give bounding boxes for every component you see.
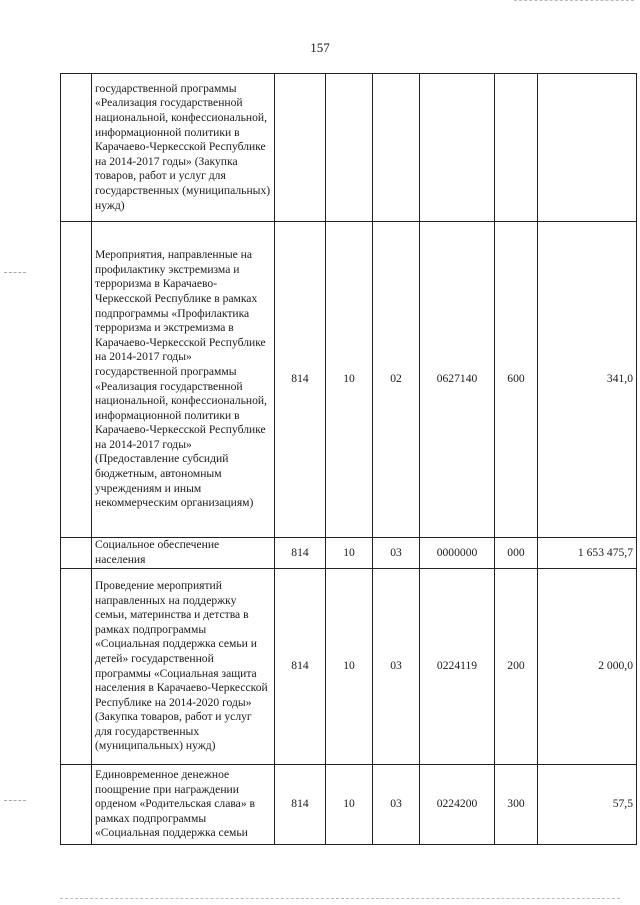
expense-type-code [495, 74, 538, 222]
empty-cell [61, 569, 92, 765]
table-row [61, 538, 637, 569]
scan-artifact-top [514, 0, 634, 1]
row-description: Мероприятия, направленные на профилактику экстремизма и терроризма в Карачаево-Черкесской Республике в рамках подпрограммы «Профилактика терроризма и экстремизма в Карачаево-Черкесской Республике на 2014-2017 годы» государственной программы «Реализация государственной национальной, конфессиональной, информационной политики в Карачаево-Черкесской Республике на 2014-2017 годы» (Предоставление субсидий бюджетным, автономным учреждениям и иным некоммерческим организациям) [92, 222, 275, 538]
scan-artifact-left [4, 800, 26, 801]
subsection-code: 03 [373, 538, 420, 569]
ved-code: 814 [275, 222, 326, 538]
ved-code [275, 74, 326, 222]
table-row [61, 74, 637, 222]
subsection-code [373, 74, 420, 222]
amount-value: 341,0 [538, 222, 637, 538]
section-code [326, 74, 373, 222]
target-article-code: 0627140 [420, 222, 495, 538]
amount-value: 1 653 475,7 [538, 538, 637, 569]
expense-type-code: 000 [495, 538, 538, 569]
subsection-code: 02 [373, 222, 420, 538]
section-code: 10 [326, 222, 373, 538]
table-row [61, 569, 637, 765]
target-article-code: 0000000 [420, 538, 495, 569]
budget-table [60, 73, 637, 845]
empty-cell [61, 765, 92, 845]
ved-code: 814 [275, 765, 326, 845]
section-code: 10 [326, 538, 373, 569]
scan-artifact-left [4, 272, 26, 273]
scan-artifact-bottom [60, 898, 620, 899]
target-article-code: 0224200 [420, 765, 495, 845]
expense-type-code: 600 [495, 222, 538, 538]
expense-type-code: 200 [495, 569, 538, 765]
subsection-code: 03 [373, 569, 420, 765]
empty-cell [61, 538, 92, 569]
empty-cell [61, 222, 92, 538]
expense-type-code: 300 [495, 765, 538, 845]
table-row [61, 222, 637, 538]
target-article-code: 0224119 [420, 569, 495, 765]
subsection-code: 03 [373, 765, 420, 845]
row-description: государственной программы «Реализация государственной национальной, конфессиональной, информационной политики в Карачаево-Черкесской Республике на 2014-2017 годы» (Закупка товаров, работ и услуг для государственных (муниципальных) нужд) [92, 74, 275, 222]
row-description: Единовременное денежное поощрение при награждении орденом «Родительская слава» в рамках подпрограммы «Социальная поддержка семьи [92, 765, 275, 845]
page-number: 157 [310, 40, 330, 55]
amount-value: 57,5 [538, 765, 637, 845]
ved-code: 814 [275, 569, 326, 765]
section-code: 10 [326, 765, 373, 845]
ved-code: 814 [275, 538, 326, 569]
empty-cell [61, 74, 92, 222]
section-code: 10 [326, 569, 373, 765]
amount-value: 2 000,0 [538, 569, 637, 765]
amount-value [538, 74, 637, 222]
target-article-code [420, 74, 495, 222]
row-description: Социальное обеспечение населения [92, 538, 275, 569]
row-description: Проведение мероприятий направленных на поддержку семьи, материнства и детства в рамках подпрограммы «Социальная поддержка семьи и детей» государственной программы «Социальная защита населения в Карачаево-Черкесской Республике на 2014-2020 годы» (Закупка товаров, работ и услуг для государственных (муниципальных) нужд) [92, 569, 275, 765]
table-row [61, 765, 637, 845]
